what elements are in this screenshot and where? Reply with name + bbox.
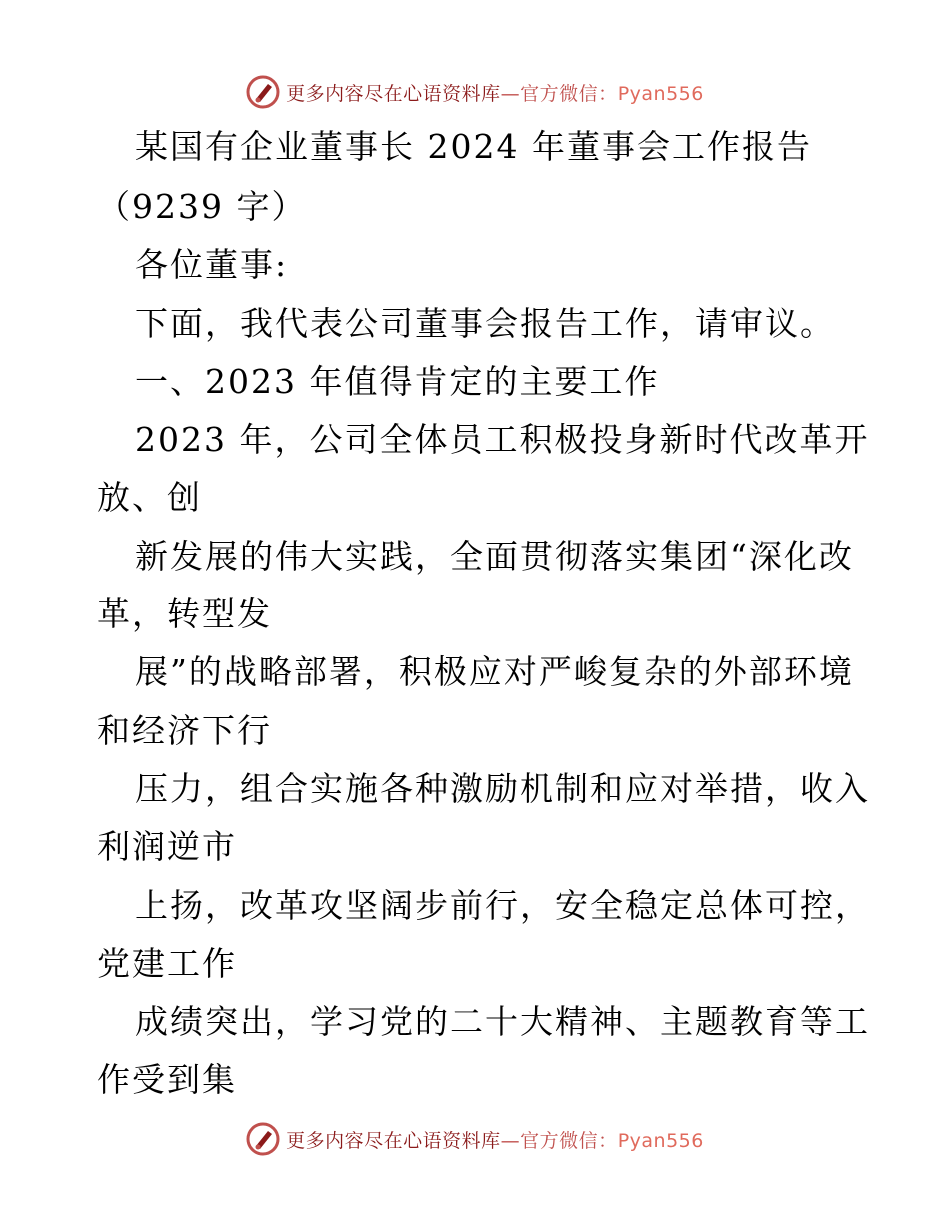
paragraph-line: 和经济下行 — [97, 711, 272, 750]
paragraph-line: 2023 年，公司全体员工积极投身新时代改革开 — [135, 420, 870, 459]
paragraph-line: 展”的战略部署，积极应对严峻复杂的外部环境 — [135, 652, 854, 691]
document-word-count: （9239 字） — [97, 187, 307, 226]
watermark-text: 更多内容尽在心语资料库—官方微信：Pyan556 — [286, 82, 704, 105]
pen-circle-logo-icon — [246, 1122, 280, 1156]
watermark-text: 更多内容尽在心语资料库—官方微信：Pyan556 — [286, 1129, 704, 1152]
paragraph-line: 新发展的伟大实践，全面贯彻落实集团“深化改 — [135, 537, 854, 576]
footer-watermark — [0, 1117, 950, 1161]
pen-circle-logo-icon — [246, 75, 280, 109]
document-title: 某国有企业董事长 2024 年董事会工作报告 — [135, 127, 812, 166]
paragraph-line: 上扬，改革攻坚阔步前行，安全稳定总体可控， — [135, 886, 870, 925]
paragraph-line: 革，转型发 — [97, 594, 272, 633]
salutation: 各位董事: — [135, 245, 289, 284]
paragraph-line: 作受到集 — [97, 1060, 237, 1099]
paragraph-line: 党建工作 — [97, 944, 237, 983]
paragraph-line: 利润逆市 — [97, 827, 237, 866]
section-heading: 一、2023 年值得肯定的主要工作 — [135, 362, 660, 401]
paragraph-line: 压力，组合实施各种激励机制和应对举措，收入 — [135, 769, 870, 808]
paragraph-line: 放、创 — [97, 478, 202, 517]
paragraph-line: 下面，我代表公司董事会报告工作，请审议。 — [135, 304, 835, 343]
paragraph-line: 成绩突出，学习党的二十大精神、主题教育等工 — [135, 1002, 870, 1041]
header-watermark — [0, 70, 950, 114]
